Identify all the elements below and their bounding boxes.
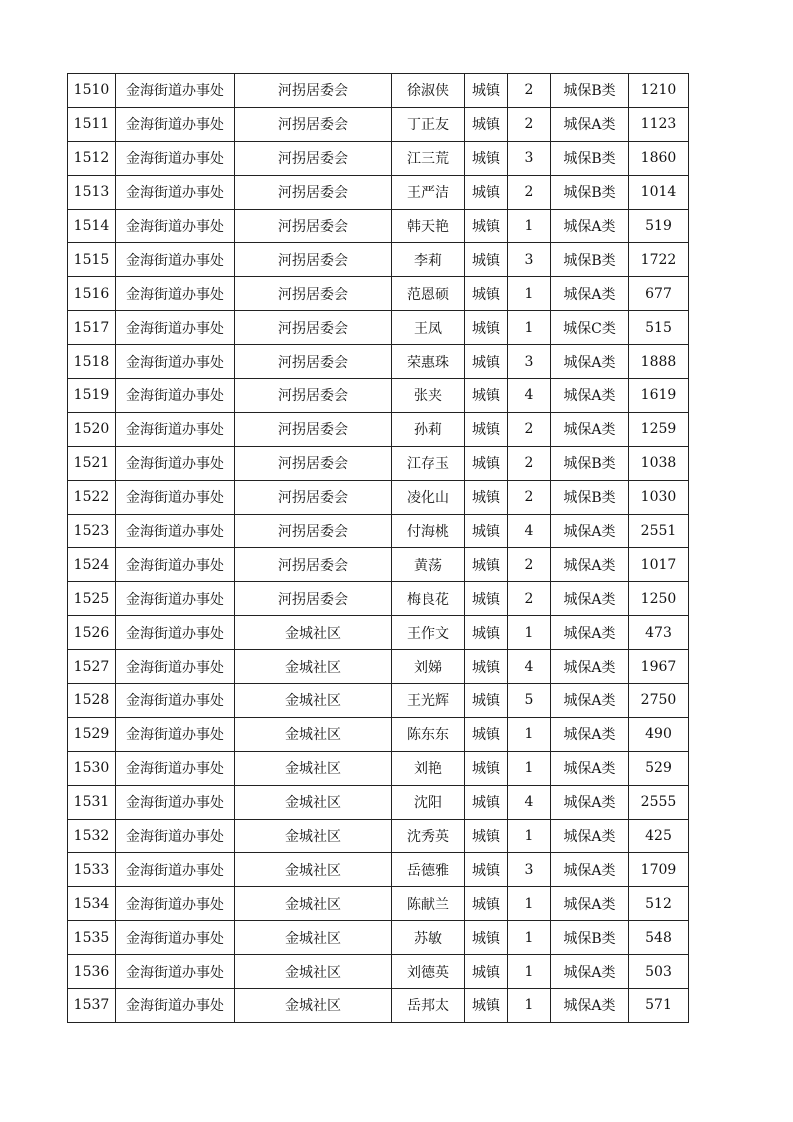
area-type-cell: 城镇: [465, 107, 508, 141]
amount-cell: 1967: [629, 650, 689, 684]
area-type-cell: 城镇: [465, 819, 508, 853]
amount-cell: 1860: [629, 141, 689, 175]
row-number-cell: 1535: [68, 921, 116, 955]
row-number-cell: 1515: [68, 243, 116, 277]
table-row: [68, 277, 689, 311]
table-row: [68, 74, 689, 108]
street-office-cell: 金海街道办事处: [116, 107, 235, 141]
amount-cell: 1030: [629, 480, 689, 514]
person-name-cell: 凌化山: [392, 480, 465, 514]
person-name-cell: 江存玉: [392, 446, 465, 480]
table-row: [68, 785, 689, 819]
household-count-cell: 1: [508, 277, 551, 311]
area-type-cell: 城镇: [465, 616, 508, 650]
community-cell: 河拐居委会: [235, 311, 392, 345]
person-name-cell: 范恩硕: [392, 277, 465, 311]
amount-cell: 1123: [629, 107, 689, 141]
amount-cell: 1250: [629, 582, 689, 616]
row-number-cell: 1531: [68, 785, 116, 819]
area-type-cell: 城镇: [465, 785, 508, 819]
amount-cell: 571: [629, 989, 689, 1023]
table-row: [68, 819, 689, 853]
amount-cell: 473: [629, 616, 689, 650]
street-office-cell: 金海街道办事处: [116, 514, 235, 548]
street-office-cell: 金海街道办事处: [116, 887, 235, 921]
area-type-cell: 城镇: [465, 548, 508, 582]
row-number-cell: 1510: [68, 74, 116, 108]
household-count-cell: 4: [508, 379, 551, 413]
area-type-cell: 城镇: [465, 853, 508, 887]
community-cell: 河拐居委会: [235, 582, 392, 616]
category-cell: 城保A类: [551, 582, 629, 616]
table-row: [68, 887, 689, 921]
table-row: [68, 209, 689, 243]
table-row: [68, 175, 689, 209]
area-type-cell: 城镇: [465, 412, 508, 446]
table-row: [68, 989, 689, 1023]
community-cell: 河拐居委会: [235, 141, 392, 175]
community-cell: 金城社区: [235, 650, 392, 684]
category-cell: 城保A类: [551, 819, 629, 853]
table-row: [68, 582, 689, 616]
category-cell: 城保A类: [551, 684, 629, 718]
amount-cell: 519: [629, 209, 689, 243]
area-type-cell: 城镇: [465, 582, 508, 616]
area-type-cell: 城镇: [465, 955, 508, 989]
amount-cell: 515: [629, 311, 689, 345]
person-name-cell: 沈秀英: [392, 819, 465, 853]
category-cell: 城保B类: [551, 921, 629, 955]
table-row: [68, 412, 689, 446]
category-cell: 城保B类: [551, 243, 629, 277]
person-name-cell: 付海桃: [392, 514, 465, 548]
household-count-cell: 2: [508, 175, 551, 209]
area-type-cell: 城镇: [465, 684, 508, 718]
row-number-cell: 1536: [68, 955, 116, 989]
amount-cell: 1722: [629, 243, 689, 277]
category-cell: 城保A类: [551, 345, 629, 379]
table-row: [68, 684, 689, 718]
person-name-cell: 王凤: [392, 311, 465, 345]
household-count-cell: 3: [508, 243, 551, 277]
household-count-cell: 1: [508, 989, 551, 1023]
table-row: [68, 107, 689, 141]
amount-cell: 2551: [629, 514, 689, 548]
row-number-cell: 1521: [68, 446, 116, 480]
community-cell: 河拐居委会: [235, 480, 392, 514]
table-row: [68, 345, 689, 379]
community-cell: 金城社区: [235, 853, 392, 887]
person-name-cell: 岳邦太: [392, 989, 465, 1023]
person-name-cell: 江三荒: [392, 141, 465, 175]
street-office-cell: 金海街道办事处: [116, 921, 235, 955]
table-row: [68, 650, 689, 684]
area-type-cell: 城镇: [465, 345, 508, 379]
area-type-cell: 城镇: [465, 141, 508, 175]
row-number-cell: 1528: [68, 684, 116, 718]
area-type-cell: 城镇: [465, 514, 508, 548]
row-number-cell: 1514: [68, 209, 116, 243]
person-name-cell: 丁正友: [392, 107, 465, 141]
household-count-cell: 1: [508, 209, 551, 243]
community-cell: 河拐居委会: [235, 514, 392, 548]
community-cell: 金城社区: [235, 684, 392, 718]
person-name-cell: 沈阳: [392, 785, 465, 819]
row-number-cell: 1529: [68, 717, 116, 751]
row-number-cell: 1526: [68, 616, 116, 650]
person-name-cell: 王作文: [392, 616, 465, 650]
row-number-cell: 1520: [68, 412, 116, 446]
category-cell: 城保A类: [551, 751, 629, 785]
person-name-cell: 梅良花: [392, 582, 465, 616]
area-type-cell: 城镇: [465, 650, 508, 684]
street-office-cell: 金海街道办事处: [116, 311, 235, 345]
street-office-cell: 金海街道办事处: [116, 379, 235, 413]
community-cell: 河拐居委会: [235, 412, 392, 446]
row-number-cell: 1523: [68, 514, 116, 548]
community-cell: 金城社区: [235, 751, 392, 785]
area-type-cell: 城镇: [465, 989, 508, 1023]
street-office-cell: 金海街道办事处: [116, 345, 235, 379]
person-name-cell: 徐淑侠: [392, 74, 465, 108]
amount-cell: 1709: [629, 853, 689, 887]
community-cell: 金城社区: [235, 717, 392, 751]
table-row: [68, 717, 689, 751]
street-office-cell: 金海街道办事处: [116, 684, 235, 718]
row-number-cell: 1518: [68, 345, 116, 379]
amount-cell: 2750: [629, 684, 689, 718]
street-office-cell: 金海街道办事处: [116, 955, 235, 989]
area-type-cell: 城镇: [465, 243, 508, 277]
table-row: [68, 853, 689, 887]
category-cell: 城保A类: [551, 887, 629, 921]
household-count-cell: 2: [508, 74, 551, 108]
category-cell: 城保A类: [551, 616, 629, 650]
table-row: [68, 446, 689, 480]
amount-cell: 2555: [629, 785, 689, 819]
street-office-cell: 金海街道办事处: [116, 209, 235, 243]
amount-cell: 490: [629, 717, 689, 751]
person-name-cell: 张夹: [392, 379, 465, 413]
category-cell: 城保A类: [551, 650, 629, 684]
community-cell: 金城社区: [235, 616, 392, 650]
community-cell: 金城社区: [235, 887, 392, 921]
table-row: [68, 514, 689, 548]
row-number-cell: 1527: [68, 650, 116, 684]
community-cell: 河拐居委会: [235, 379, 392, 413]
household-count-cell: 1: [508, 751, 551, 785]
household-count-cell: 3: [508, 141, 551, 175]
table-row: [68, 480, 689, 514]
community-cell: 金城社区: [235, 921, 392, 955]
amount-cell: 548: [629, 921, 689, 955]
community-cell: 金城社区: [235, 989, 392, 1023]
street-office-cell: 金海街道办事处: [116, 989, 235, 1023]
street-office-cell: 金海街道办事处: [116, 853, 235, 887]
household-count-cell: 2: [508, 412, 551, 446]
category-cell: 城保B类: [551, 480, 629, 514]
category-cell: 城保A类: [551, 989, 629, 1023]
street-office-cell: 金海街道办事处: [116, 785, 235, 819]
street-office-cell: 金海街道办事处: [116, 582, 235, 616]
household-count-cell: 2: [508, 582, 551, 616]
amount-cell: 1619: [629, 379, 689, 413]
community-cell: 河拐居委会: [235, 446, 392, 480]
street-office-cell: 金海街道办事处: [116, 175, 235, 209]
category-cell: 城保A类: [551, 785, 629, 819]
category-cell: 城保B类: [551, 446, 629, 480]
row-number-cell: 1519: [68, 379, 116, 413]
person-name-cell: 荣惠珠: [392, 345, 465, 379]
person-name-cell: 岳德雅: [392, 853, 465, 887]
community-cell: 河拐居委会: [235, 345, 392, 379]
area-type-cell: 城镇: [465, 446, 508, 480]
person-name-cell: 刘艳: [392, 751, 465, 785]
household-count-cell: 2: [508, 446, 551, 480]
area-type-cell: 城镇: [465, 480, 508, 514]
community-cell: 河拐居委会: [235, 209, 392, 243]
person-name-cell: 孙莉: [392, 412, 465, 446]
category-cell: 城保A类: [551, 853, 629, 887]
street-office-cell: 金海街道办事处: [116, 277, 235, 311]
category-cell: 城保A类: [551, 717, 629, 751]
category-cell: 城保B类: [551, 74, 629, 108]
street-office-cell: 金海街道办事处: [116, 243, 235, 277]
community-cell: 金城社区: [235, 955, 392, 989]
household-count-cell: 3: [508, 345, 551, 379]
person-name-cell: 陈东东: [392, 717, 465, 751]
person-name-cell: 李莉: [392, 243, 465, 277]
community-cell: 河拐居委会: [235, 243, 392, 277]
community-cell: 河拐居委会: [235, 548, 392, 582]
table-row: [68, 751, 689, 785]
community-cell: 河拐居委会: [235, 175, 392, 209]
amount-cell: 425: [629, 819, 689, 853]
category-cell: 城保A类: [551, 955, 629, 989]
category-cell: 城保A类: [551, 107, 629, 141]
person-name-cell: 陈献兰: [392, 887, 465, 921]
category-cell: 城保A类: [551, 514, 629, 548]
table-row: [68, 243, 689, 277]
area-type-cell: 城镇: [465, 887, 508, 921]
category-cell: 城保C类: [551, 311, 629, 345]
table-row: [68, 616, 689, 650]
household-count-cell: 4: [508, 650, 551, 684]
person-name-cell: 王光辉: [392, 684, 465, 718]
category-cell: 城保A类: [551, 412, 629, 446]
community-cell: 金城社区: [235, 785, 392, 819]
community-cell: 河拐居委会: [235, 74, 392, 108]
street-office-cell: 金海街道办事处: [116, 616, 235, 650]
household-count-cell: 1: [508, 616, 551, 650]
person-name-cell: 苏敏: [392, 921, 465, 955]
street-office-cell: 金海街道办事处: [116, 650, 235, 684]
category-cell: 城保A类: [551, 277, 629, 311]
household-count-cell: 1: [508, 311, 551, 345]
row-number-cell: 1532: [68, 819, 116, 853]
row-number-cell: 1537: [68, 989, 116, 1023]
category-cell: 城保B类: [551, 141, 629, 175]
household-count-cell: 1: [508, 887, 551, 921]
household-count-cell: 2: [508, 107, 551, 141]
person-name-cell: 刘娣: [392, 650, 465, 684]
amount-cell: 1259: [629, 412, 689, 446]
amount-cell: 1888: [629, 345, 689, 379]
amount-cell: 677: [629, 277, 689, 311]
household-count-cell: 5: [508, 684, 551, 718]
street-office-cell: 金海街道办事处: [116, 548, 235, 582]
amount-cell: 1210: [629, 74, 689, 108]
row-number-cell: 1534: [68, 887, 116, 921]
row-number-cell: 1530: [68, 751, 116, 785]
person-name-cell: 刘德英: [392, 955, 465, 989]
area-type-cell: 城镇: [465, 209, 508, 243]
category-cell: 城保A类: [551, 209, 629, 243]
person-name-cell: 韩天艳: [392, 209, 465, 243]
row-number-cell: 1511: [68, 107, 116, 141]
street-office-cell: 金海街道办事处: [116, 412, 235, 446]
area-type-cell: 城镇: [465, 277, 508, 311]
amount-cell: 529: [629, 751, 689, 785]
category-cell: 城保B类: [551, 175, 629, 209]
row-number-cell: 1525: [68, 582, 116, 616]
row-number-cell: 1533: [68, 853, 116, 887]
amount-cell: 512: [629, 887, 689, 921]
street-office-cell: 金海街道办事处: [116, 74, 235, 108]
amount-cell: 1017: [629, 548, 689, 582]
street-office-cell: 金海街道办事处: [116, 141, 235, 175]
household-count-cell: 4: [508, 514, 551, 548]
table-row: [68, 141, 689, 175]
row-number-cell: 1516: [68, 277, 116, 311]
community-cell: 金城社区: [235, 819, 392, 853]
street-office-cell: 金海街道办事处: [116, 446, 235, 480]
household-count-cell: 1: [508, 819, 551, 853]
area-type-cell: 城镇: [465, 74, 508, 108]
area-type-cell: 城镇: [465, 175, 508, 209]
table-row: [68, 311, 689, 345]
street-office-cell: 金海街道办事处: [116, 751, 235, 785]
household-count-cell: 1: [508, 955, 551, 989]
area-type-cell: 城镇: [465, 379, 508, 413]
area-type-cell: 城镇: [465, 751, 508, 785]
community-cell: 河拐居委会: [235, 107, 392, 141]
person-name-cell: 黄荡: [392, 548, 465, 582]
community-cell: 河拐居委会: [235, 277, 392, 311]
household-count-cell: 2: [508, 480, 551, 514]
area-type-cell: 城镇: [465, 921, 508, 955]
row-number-cell: 1513: [68, 175, 116, 209]
street-office-cell: 金海街道办事处: [116, 819, 235, 853]
table-row: [68, 955, 689, 989]
table-row: [68, 921, 689, 955]
category-cell: 城保A类: [551, 548, 629, 582]
category-cell: 城保A类: [551, 379, 629, 413]
row-number-cell: 1517: [68, 311, 116, 345]
area-type-cell: 城镇: [465, 717, 508, 751]
household-count-cell: 2: [508, 548, 551, 582]
household-count-cell: 1: [508, 921, 551, 955]
table-row: [68, 379, 689, 413]
amount-cell: 1014: [629, 175, 689, 209]
person-name-cell: 王严洁: [392, 175, 465, 209]
amount-cell: 503: [629, 955, 689, 989]
household-count-cell: 1: [508, 717, 551, 751]
row-number-cell: 1524: [68, 548, 116, 582]
household-count-cell: 4: [508, 785, 551, 819]
amount-cell: 1038: [629, 446, 689, 480]
beneficiary-table: [67, 73, 689, 1023]
street-office-cell: 金海街道办事处: [116, 480, 235, 514]
row-number-cell: 1512: [68, 141, 116, 175]
household-count-cell: 3: [508, 853, 551, 887]
row-number-cell: 1522: [68, 480, 116, 514]
table-body: [68, 74, 689, 1023]
street-office-cell: 金海街道办事处: [116, 717, 235, 751]
area-type-cell: 城镇: [465, 311, 508, 345]
table-row: [68, 548, 689, 582]
